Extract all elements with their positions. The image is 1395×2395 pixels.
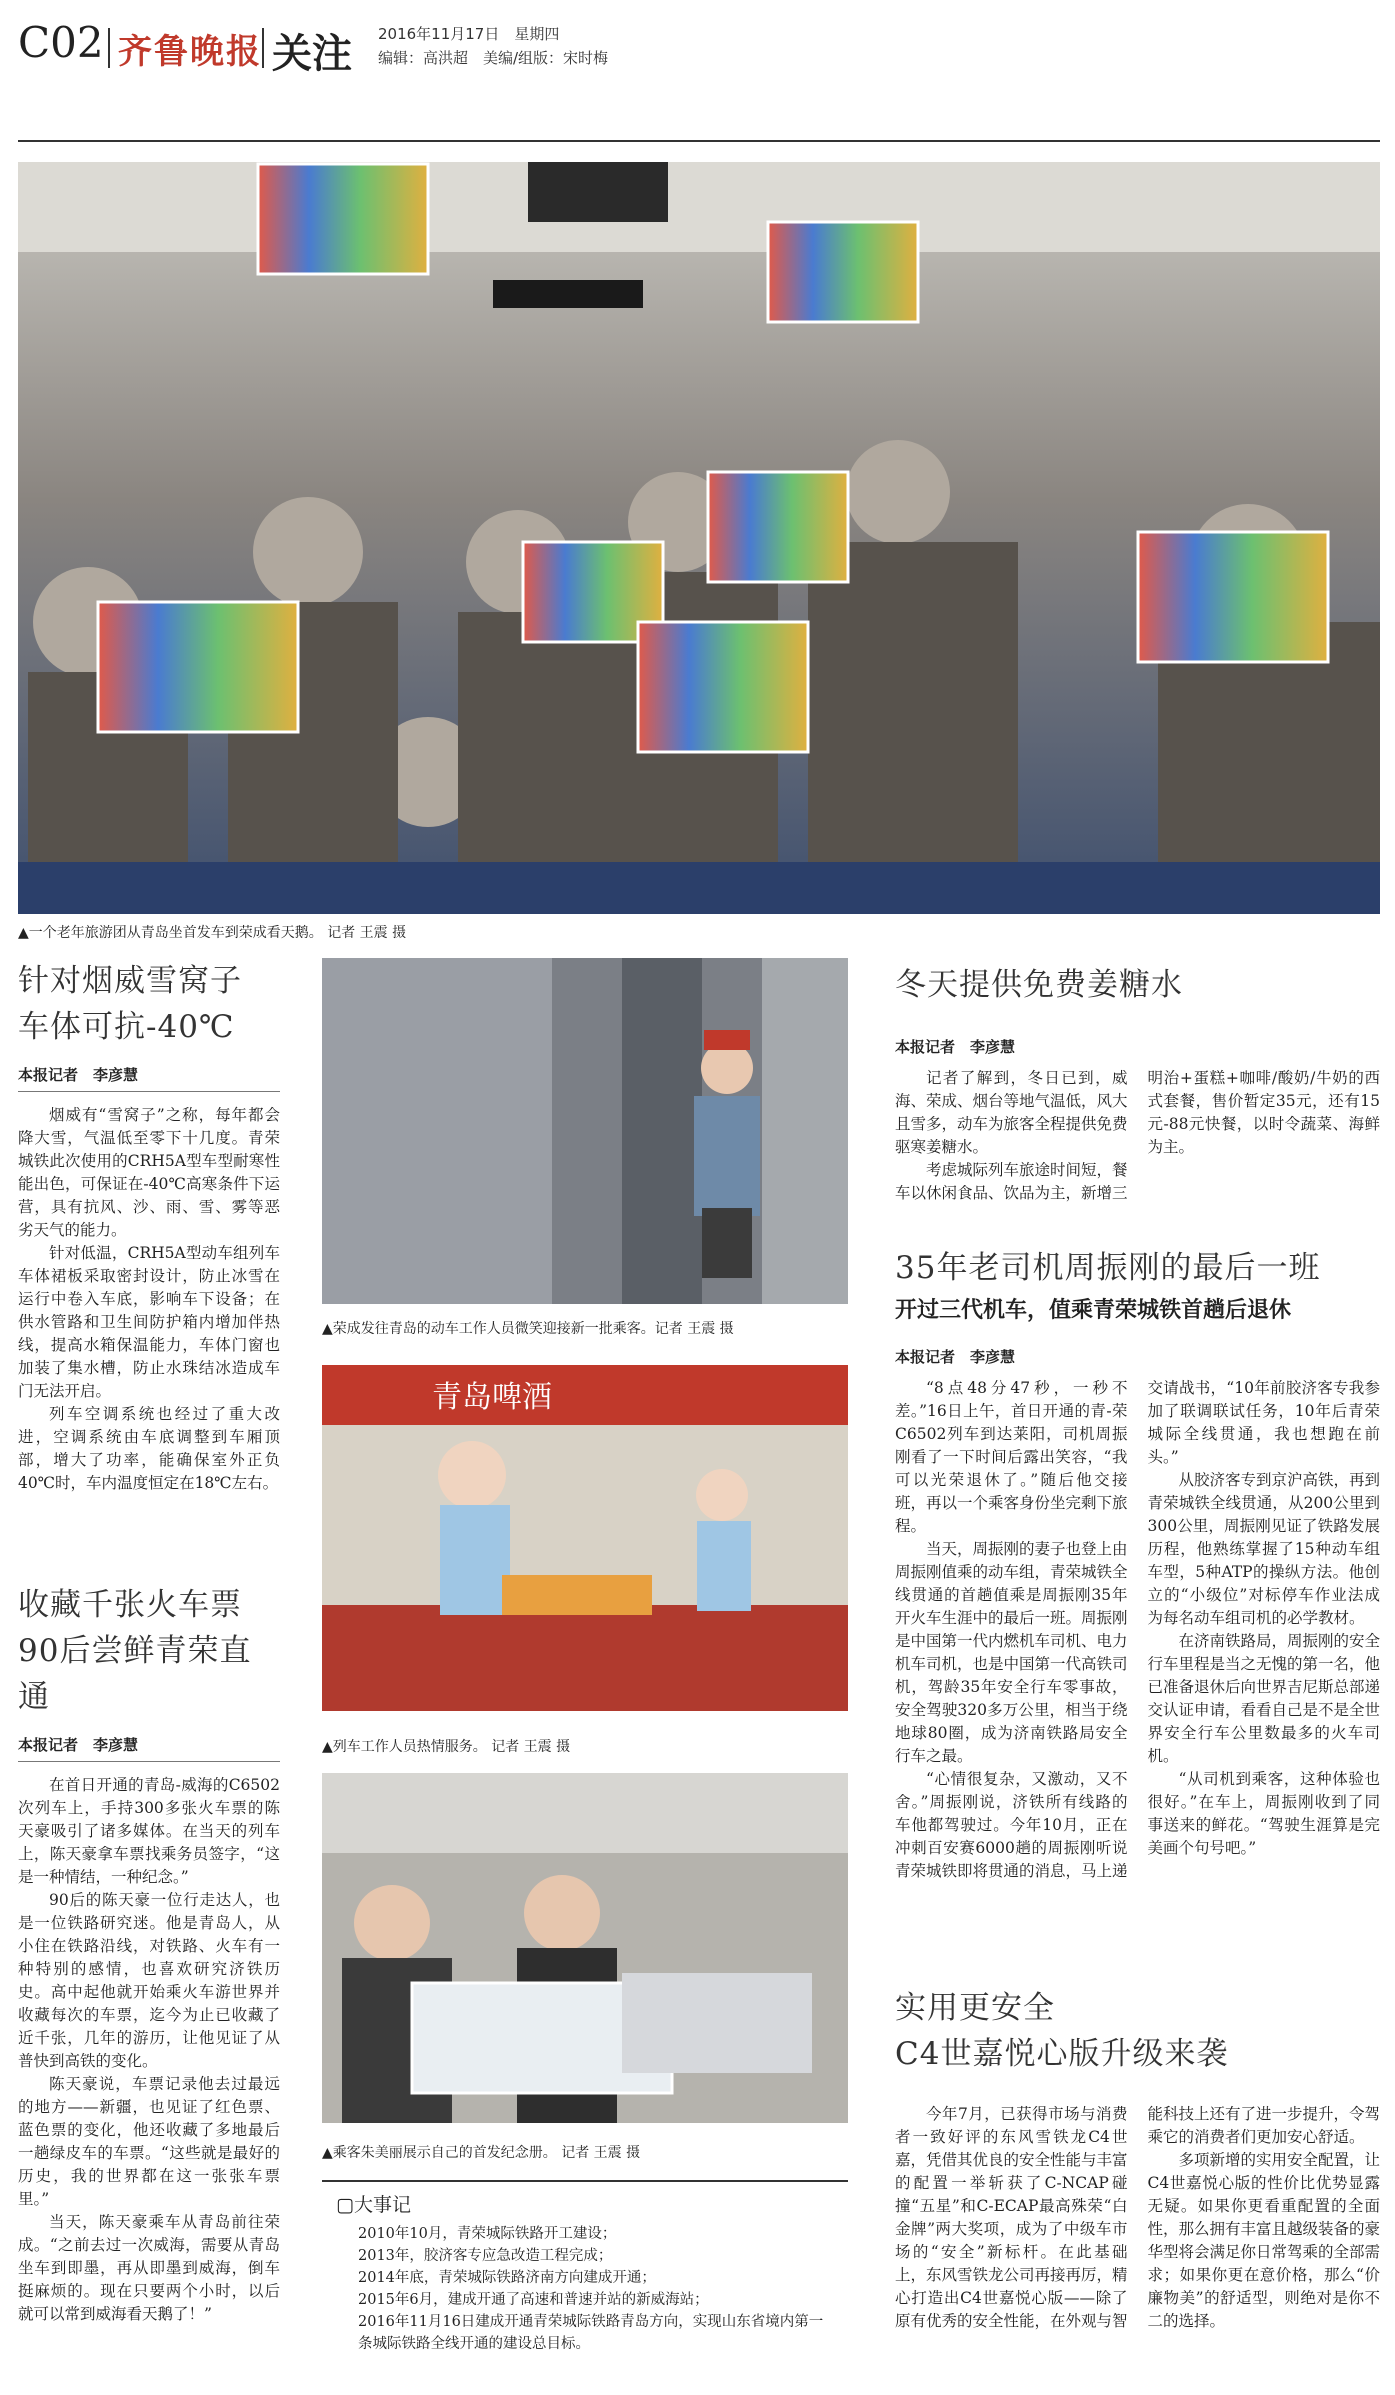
header-divider (108, 28, 110, 68)
article-ticket-collector (18, 1582, 280, 2395)
photo-attendant-service (322, 1365, 848, 1711)
header-rule (18, 140, 1380, 142)
masthead-logo: 齐鲁晚报 (118, 32, 262, 72)
article-title: C4世嘉悦心版升级来袭 (895, 2036, 1229, 2072)
events-box (322, 2180, 848, 2380)
list-item: 2010年10月，青荣城际铁路开工建设； (358, 2226, 617, 2242)
main-photo-caption: ▲一个老年旅游团从青岛坐首发车到荣成看天鹅。 记者 王震 摄 (18, 925, 407, 941)
article-body: 在首日开通的青岛-威海的C6502次列车上，手持300多张火车票的陈天豪吸引了诸多媒体。在当天的列车上，陈天豪拿车票找乘务员签字，“这是一种情结，一种纪念。” 90后的陈天豪一位行走达人，也是一位铁路研究迷。他是青岛人，从小住在铁路沿线，对铁路、火车有一种特别的感情，也喜欢研究济铁历史。高中起他就开始乘火车游世界并收藏每次的车票，迄今为止已收藏了近千张，几年的游历，让他见证了从普快到高铁的变化。 陈天豪说，车票记录他去过最远的地方——新疆，也见证了红色票、蓝色票的变化，他还收藏了多地最后一趟绿皮车的车票。“这些就是最好的历史，我的世界都在这一张张车票里。” 当天，陈天豪乘车从青岛前往荣成。“之前去过一次威海，需要从青岛坐车到即墨，再从即墨到威海，倒车挺麻烦的。现在只要两个小时，以后就可以常到威海看天鹅了！” (18, 1776, 280, 2323)
article-driver (895, 1245, 1380, 1957)
article-title: 35年老司机周振刚的最后一班 (895, 1250, 1321, 1286)
list-item: 2014年底，青荣城际铁路济南方向建成开通； (358, 2270, 656, 2286)
photo-passenger-album (322, 1773, 848, 2123)
main-photo (18, 162, 1380, 914)
photo-attendant-platform (322, 958, 848, 1304)
date-line: 2016年11月17日 星期四 (378, 25, 560, 43)
photo-caption: ▲乘客朱美丽展示自己的首发纪念册。 记者 王震 摄 (322, 2145, 641, 2161)
article-title: 车体可抗-40℃ (18, 1009, 235, 1045)
byline: 本报记者 李彦慧 (895, 1038, 1016, 1056)
list-item: 2015年6月，建成开通了高速和普速并站的新威海站； (358, 2292, 709, 2308)
header-divider (262, 28, 264, 68)
events-title: ▢大事记 (336, 2194, 411, 2216)
article-body: 烟威有“雪窝子”之称，每年都会降大雪，气温低至零下十几度。青荣城铁此次使用的CRH5A型车型耐寒性能出色，可保证在-40℃高寒条件下运营，具有抗风、沙、雨、雪、雾等恶劣天气的能力。 针对低温，CRH5A型动车组列车车体裙板采取密封设计，防止冰雪在运行中卷入车底，影响车下设备；在供水管路和卫生间防护箱内增加伴热线，提高水箱保温能力，车体门窗也加装了集水槽，防止水珠结冰造成车门无法开启。 列车空调系统也经过了重大改进，空调系统由车底调整到车厢顶部，增大了功率，能确保室外正负40℃时，车内温度恒定在18℃左右。 (18, 1106, 280, 1492)
photo-caption: ▲荣成发往青岛的动车工作人员微笑迎接新一批乘客。记者 王震 摄 (322, 1321, 734, 1337)
article-title: 实用更安全 (895, 1990, 1055, 2026)
byline: 本报记者 李彦慧 (895, 1348, 1016, 1366)
list-item: 2016年11月16日建成开通青荣城际铁路青岛方向，实现山东省境内第一条城际铁路全线开通的建设总目标。 (358, 2314, 824, 2352)
article-title: 针对烟威雪窝子 (18, 963, 242, 999)
section-title: 关注 (272, 30, 352, 77)
article-body: 记者了解到，冬日已到，威海、荣成、烟台等地气温低，风大且雪多，动车为旅客全程提供免费驱寒姜糖水。 考虑城际列车旅途时间短，餐车以休闲食品、饮品为主，新增三明治+蛋糕+咖啡/酸奶/牛奶的西式套餐，售价暂定35元，还有15元-88元快餐，以时令蔬菜、海鲜为主。 (895, 1069, 1380, 1202)
svg-text:青岛啤酒: 青岛啤酒 (432, 1380, 552, 1415)
article-title: 收藏千张火车票 (18, 1587, 242, 1623)
article-body: “8点48分47秒，一秒不差。”16日上午，首日开通的青-荣C6502列车到达莱阳，司机周振刚看了一下时间后露出笑容，“我可以光荣退休了。”随后他交接班，再以一个乘客身份坐完剩下旅程。 当天，周振刚的妻子也登上由周振刚值乘的动车组，青荣城铁全线贯通的首趟值乘是周振刚35年开火车生涯中的最后一班。周振刚是中国第一代内燃机车司机、电力机车司机，也是中国第一代高铁司机，驾龄35年安全行车零事故，安全驾驶320多万公里，相当于绕地球80圈，成为济南铁路局安全行车之最。 “心情很复杂，又激动，又不舍。”周振刚说，济铁所有线路的车他都驾驶过。今年10月，正在冲刺百安赛6000趟的周振刚听说青荣城铁即将贯通的消息，马上递交请战书，“10年前胶济客专我参加了联调联试任务，10年后青荣城际全线贯通，我也想跑在前头。” 从胶济客专到京沪高铁，再到青荣城铁全线贯通，从200公里到300公里，周振刚见证了铁路发展历程，他熟练掌握了15种动车组车型，5种ATP的操纵方法。他创立的“小级位”对标停车作业法成为每名动车组司机的必学教材。 在济南铁路局，周振刚的安全行车里程是当之无愧的第一名，他已准备退休后向世界吉尼斯总部递交认证申请，看看自己是不是全世界安全行车公里数最多的火车司机。 “从司机到乘客，这种体验也很好。”在车上，周振刚收到了同事送来的鲜花。“驾驶生涯算是完美画个句号吧。” (895, 1379, 1380, 1880)
photo-caption: ▲列车工作人员热情服务。 记者 王震 摄 (322, 1739, 571, 1755)
list-item: 2013年，胶济客专应急改造工程完成； (358, 2248, 613, 2264)
article-ginger-tea (895, 962, 1380, 1217)
editors-line: 编辑：高洪超 美编/组版：宋时梅 (378, 49, 609, 67)
article-subtitle: 开过三代机车，值乘青荣城铁首趟后退休 (895, 1298, 1292, 1323)
list-icon: ▢ (336, 2194, 354, 2216)
article-c4 (895, 1985, 1380, 2395)
article-body: 今年7月，已获得市场与消费者一致好评的东风雪铁龙C4世嘉，凭借其优良的安全性能与丰富的配置一举斩获了C-NCAP碰撞“五星”和C-ECAP最高殊荣“白金牌”两大奖项，成为了中级车市场的“安全”新标杆。在此基础上，东风雪铁龙公司再接再厉，精心打造出C4世嘉悦心版——除了原有优秀的安全性能，在外观与智能科技上还有了进一步提升，令驾乘它的消费者们更加安心舒适。 多项新增的实用安全配置，让C4世嘉悦心版的性价比优势显露无疑。如果你更看重配置的全面性，那么拥有丰富且越级装备的豪华型将会满足你日常驾乘的全部需求；如果你更在意价格，那么“价廉物美”的舒适型，则绝对是你不二的选择。 (895, 2105, 1380, 2330)
byline: 本报记者 李彦慧 (18, 1734, 280, 1762)
byline: 本报记者 李彦慧 (18, 1064, 280, 1092)
article-title: 冬天提供免费姜糖水 (895, 967, 1183, 1003)
article-title: 90后尝鲜青荣直通 (18, 1633, 252, 1715)
article-cold-resistance (18, 958, 280, 1544)
page-number: C02 (18, 18, 104, 67)
